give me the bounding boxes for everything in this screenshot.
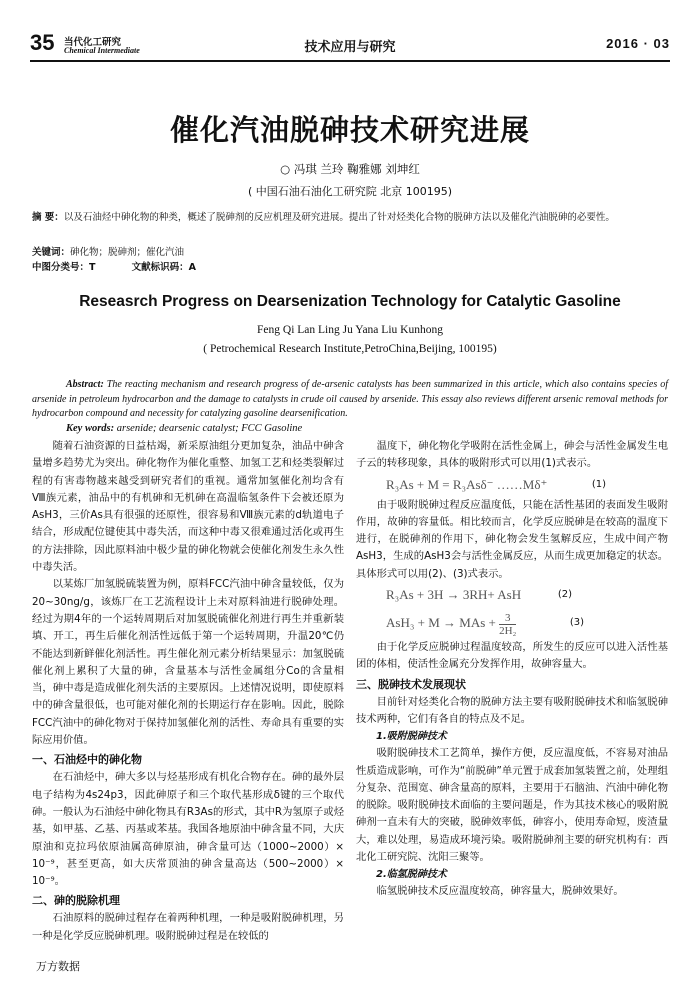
paragraph: 目前针对烃类化合物的脱砷方法主要有吸附脱砷技术和临氢脱砷技术两种，它们有各自的特点及不足。 <box>356 695 668 725</box>
affiliation: ( 中国石油石油化工研究院 北京 100195) <box>247 185 453 198</box>
authors: ○ 冯琪 兰玲 鞠雅娜 刘坤红 <box>280 162 420 176</box>
equation-2 <box>356 583 668 607</box>
english-abstract-label: Abstract: <box>66 379 104 390</box>
equation-1 <box>356 473 668 497</box>
equation-fraction <box>499 612 516 637</box>
english-title: Reseasrch Progress on Dearsenization Technology for Catalytic Gasoline <box>79 293 621 310</box>
paragraph: 吸附脱砷技术工艺简单，操作方便，反应温度低，不容易对油品性质造成影响，可作为“前脱砷”单元置于成套加氢装置之前，处理组分复杂、范围宽、砷含量高的原料，主要用于石脑油、汽油中砷化物的脱除。吸附脱砷技术面临的主要问题是，作为其技术核心的吸附脱砷剂一直未有大的突破，脱砷效率低，砷容小，使用寿命短，废渣量大，难以处理，易造成环境污染。吸附脱砷剂主要的研究机构有：西北化工研究院、沈阳三聚等。 <box>356 747 668 864</box>
paragraph: 由于吸附脱砷过程反应温度低，只能在活性基团的表面发生吸附作用，故砷的容量低。相比较而言，化学反应脱砷是在较高的温度下进行，在脱砷剂的作用下，砷化物会发生氢解反应，生成中间产物AsH3，生成的AsH3会与活性金属反应，从而生成更加稳定的状态。具体形式可以用(2)、(3)式表示。 <box>356 498 668 580</box>
fraction-denominator: 2H₂ <box>499 624 517 637</box>
english-abstract-text: The reacting mechanism and research progress of de-arsenic catalysts has been summarized in this article, which also contains species of arsenide in petroleum hydrocarbon and the damage to catalysts in crude oil caused by arsenide. This essay also reviews different arsenic removal methods for hydrocarbon compound and necessity for catalyzing gasoline dearsenification. <box>32 379 669 419</box>
section-heading: 二、砷的脱除机理 <box>32 894 120 908</box>
fraction-numerator: 3 <box>499 612 516 625</box>
english-keywords-text: arsenide; dearsenic catalyst; FCC Gasoline <box>116 423 303 434</box>
running-header <box>30 30 670 58</box>
journal-name-en: Chemical Intermediate <box>64 46 140 55</box>
section-name: 技术应用与研究 <box>304 40 396 55</box>
keywords-cn <box>32 244 184 258</box>
doc-code-label: 文献标识码： <box>131 262 189 273</box>
classification <box>32 259 196 273</box>
abstract-text: 以及石油烃中砷化物的种类，概述了脱砷剂的反应机理及研究进展。提出了针对烃类化合物的脱砷方法以及催化汽油脱砷的必要性。 <box>63 212 615 223</box>
paragraph: 在石油烃中，砷大多以与烃基形成有机化合物存在。砷的最外层电子结构为4s24p3，因此砷原子和三个取代基形成δ键的三个取代砷。一般认为石油烃中砷化物具有R3As的形式，其中R为氢原子或烃基，如甲基、乙基、丙基或苯基。我国各地原油中砷含量不同，大庆原油和克拉玛依原油属高砷原油，砷含量可达（1000~2000）× 10⁻⁹，甚至更高，如大庆常顶油的砷含量高达（500~2000）× 10⁻⁹。 <box>32 771 344 888</box>
english-keywords <box>66 423 302 434</box>
paragraph: 临氢脱砷技术反应温度较高，砷容量大，脱砷效果好。 <box>376 885 624 898</box>
equation-number: (2) <box>557 589 572 601</box>
paragraph: 温度下，砷化物化学吸附在活性金属上，砷会与活性金属发生电子云的转移现象，具体的吸附形式可以用(1)式表示。 <box>356 440 668 470</box>
left-column <box>32 438 344 945</box>
clc-value: T <box>89 262 96 273</box>
issue-date: 2016 · 03 <box>606 36 670 51</box>
subsection-heading: 1.吸附脱砷技术 <box>376 731 447 743</box>
equation-text: AsH₃ + M → MAs + <box>386 615 496 631</box>
abstract-label: 摘 要： <box>32 212 64 223</box>
clc-label: 中图分类号： <box>32 262 90 273</box>
english-affiliation: ( Petrochemical Research Institute,PetroChina,Beijing, 100195) <box>203 343 497 355</box>
english-abstract <box>32 378 668 422</box>
article-title: 催化汽油脱砷技术研究进展 <box>169 113 530 147</box>
journal-name-cn: 当代化工研究 <box>64 37 122 48</box>
english-keywords-label: Key words: <box>66 423 115 434</box>
english-authors: Feng Qi Lan Ling Ju Yana Liu Kunhong <box>257 324 443 336</box>
paragraph: 随着石油资源的日益枯竭，新采原油组分更加复杂，油品中砷含量增多趋势尤为突出。砷化物作为催化重整、加氢工艺和烃类裂解过程的有害毒物越来越受到研究者们的重视。通常加氢催化剂均含有Ⅷ族元素，油品中的有机砷和无机砷在高温临氢条件下会被还原为AsH3，三价As具有很强的还原性，很容易和Ⅷ族元素的d轨道电子结合，形成配位键使其中毒失活，而这种中毒又很难通过活化或再生的方法排除，因此原料油中极少量的砷化物就会使催化剂发生永久性中毒失活。 <box>32 440 344 574</box>
paragraph: 以某炼厂加氢脱硫装置为例，原料FCC汽油中砷含量较低，仅为20~30ng/g，该炼厂在工艺流程设计上未对原料油进行脱砷处理。经过为期4年的一个运转周期后对加氢脱硫催化剂进行再生并重新装填、开工，再生后催化剂活性远低于第一个运转周期，升温20℃仍不能达到新鲜催化剂活性。再生催化剂元素分析结果显示：加氢脱硫催化剂上累积了大量的砷，含量基本与活性金属组分Co的含量相当，砷中毒是造成催化剂失活的主要原因。上述情况说明，即使原料中的砷含量很低，也可能对催化剂的长期运行存在影响。因此，脱除FCC汽油中的砷化物对于保持加氢催化剂的活性、寿命具有重要的实际应用价值。 <box>32 578 344 747</box>
section-heading: 三、脱砷技术发展现状 <box>356 677 466 691</box>
subsection-heading: 2.临氢脱砷技术 <box>376 869 447 881</box>
header-rule <box>30 60 670 62</box>
footer-source: 万方数据 <box>36 960 80 973</box>
equation-3 <box>356 607 668 639</box>
equation-text: R₃As + M = R₃Asδ⁻ ……Mδ⁺ <box>386 476 548 492</box>
right-column <box>356 438 668 901</box>
paragraph: 石油原料的脱砷过程存在着两种机理，一种是吸附脱砷机理，另一种是化学反应脱砷机理。吸附脱砷过程是在较低的 <box>32 912 344 942</box>
equation-text: R₃As + 3H → 3RH+ AsH <box>386 587 522 603</box>
equation-number: (3) <box>569 617 584 629</box>
equation-number: (1) <box>591 478 606 490</box>
abstract-cn <box>32 211 668 225</box>
keywords-label: 关键词： <box>32 247 71 258</box>
doc-code-value: A <box>188 262 196 273</box>
section-heading: 一、石油烃中的砷化物 <box>32 753 142 767</box>
paragraph: 由于化学反应脱砷过程温度较高，所发生的反应可以进入活性基团的体相，使活性金属充分发挥作用，故砷容量大。 <box>356 641 668 671</box>
page-number: 35 <box>30 30 55 55</box>
keywords-text: 砷化物；脱砷剂；催化汽油 <box>70 247 185 258</box>
